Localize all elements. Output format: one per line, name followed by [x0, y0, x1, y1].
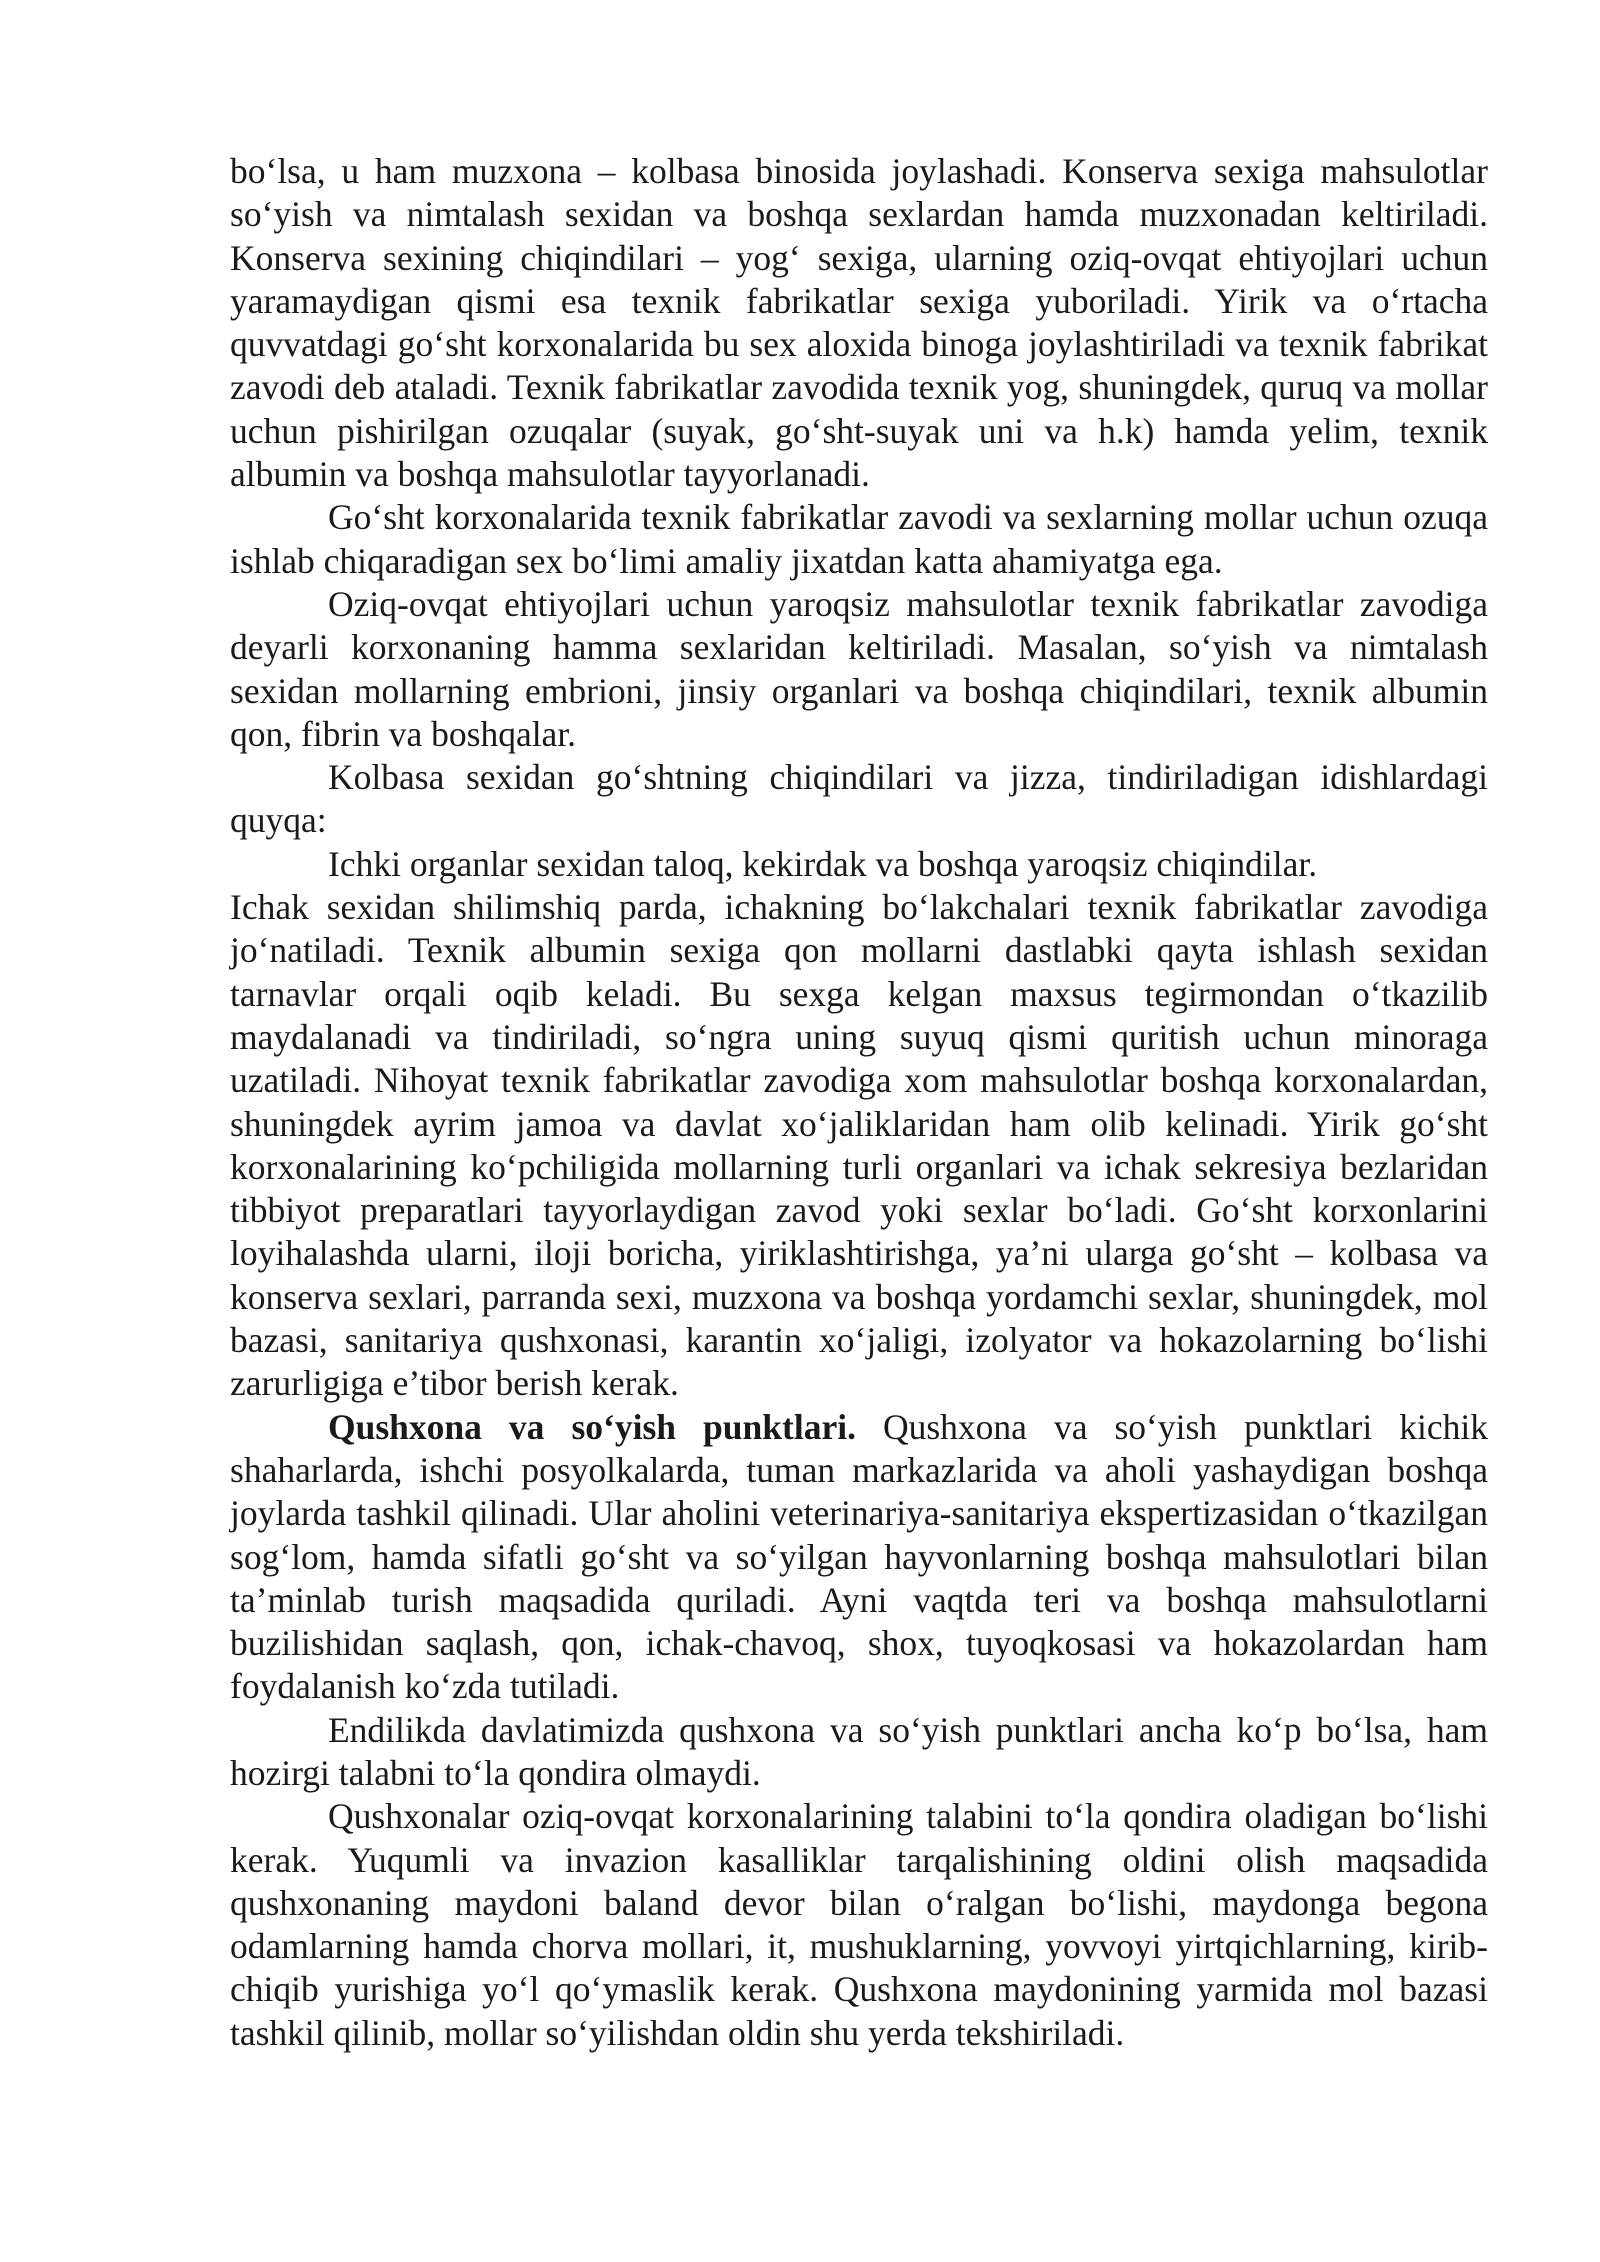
paragraph-unfit-products: Oziq-ovqat ehtiyojlari uchun yaroqsiz mahsulotlar texnik fabrikatlar zavodiga deyarli korxonaning hamma sexlaridan keltiriladi. Masalan, so‘yish va nimtalash sexidan mollarning embrioni, jinsiy organlari va boshqa chiqindilari, texnik albumin qon, fibrin va boshqalar. — [230, 583, 1488, 754]
document-page — [230, 150, 1488, 2055]
paragraph-technical-factory-importance: Go‘sht korxonalarida texnik fabrikatlar zavodi va sexlarning mollar uchun ozuqa ishlab chiqaradigan sex bo‘limi amaliy jixatdan katta ahamiyatga ega. — [230, 497, 1488, 581]
paragraph-continuation: bo‘lsa, u ham muzxona – kolbasa binosida joylashadi. Konserva sexiga mahsulotlar so‘yish va nimtalash sexidan va boshqa sexlardan hamda muzxonadan keltiriladi. Konserva sexining chiqindilari – yog‘ sexiga, ularning oziq-ovqat ehtiyojlari uchun yaramaydigan qismi esa texnik fabrikatlar sexiga yuboriladi. Yirik va o‘rtacha quvvatdagi go‘sht korxonalarida bu sex aloxida binoga joylashtiriladi va texnik fabrikat zavodi deb ataladi. Texnik fabrikatlar zavodida texnik yog, shuningdek, quruq va mollar uchun pishirilgan ozuqalar (suyak, go‘sht-suyak uni va h.k) hamda yelim, texnik albumin va boshqa mahsulotlar tayyorlanadi. — [230, 151, 1488, 495]
paragraph-internal-organs-waste: Ichki organlar sexidan taloq, kekirdak va boshqa yaroqsiz chiqindilar. — [328, 843, 1318, 884]
paragraph-current-state: Endilikda davlatimizda qushxona va so‘yish punktlari ancha ko‘p bo‘lsa, ham hozirgi talabni to‘la qondira olmaydi. — [230, 1709, 1488, 1793]
paragraph-sausage-shop-waste: Kolbasa sexidan go‘shtning chiqindilari va jizza, tindiriladigan idishlardagi quyqa: — [230, 757, 1488, 841]
section-heading: Qushxona va so‘yish punktlari. — [328, 1406, 856, 1447]
paragraph-slaughterhouses — [230, 1406, 1488, 1709]
section-heading-body: Qushxona va so‘yish punktlari kichik shaharlarda, ishchi posyolkalarda, tuman markazlarida va aholi yashaydigan boshqa joylarda tashkil qilinadi. Ular aholini veterinariya-sanitariya ekspertizasidan o‘tkazilgan sog‘lom, hamda sifatli go‘sht va so‘yilgan hayvonlarning boshqa mahsulotlari bilan ta’minlab turish maqsadida quriladi. Ayni vaqtda teri va boshqa mahsulotlarni buzilishidan saqlash, qon, ichak-chavoq, shox, tuyoqkosasi va hokazolardan ham foydalanish ko‘zda tutiladi. — [230, 1406, 1489, 1707]
paragraph-requirements: Qushxonalar oziq-ovqat korxonalarining talabini to‘la qondira oladigan bo‘lishi kerak. Yuqumli va invazion kasalliklar tarqalishining oldini olish maqsadida qushxonaning maydoni baland devor bilan o‘ralgan bo‘lishi, maydonga begona odamlarning hamda chorva mollari, it, mushuklarning, yovvoyi yirtqichlarning, kirib-chiqib yurishiga yo‘l qo‘ymaslik kerak. Qushxona maydonining yarmida mol bazasi tashkil qilinib, mollar so‘yilishdan oldin shu yerda tekshiriladi. — [230, 1796, 1488, 2053]
paragraph-intestine-shop: Ichak sexidan shilimshiq parda, ichakning bo‘lakchalari texnik fabrikatlar zavodiga jo‘natiladi. Texnik albumin sexiga qon mollarni dastlabki qayta ishlash sexidan tarnavlar orqali oqib keladi. Bu sexga kelgan maxsus tegirmondan o‘tkazilib maydalanadi va tindiriladi, so‘ngra uning suyuq qismi quritish uchun minoraga uzatiladi. Nihoyat texnik fabrikatlar zavodiga xom mahsulotlar boshqa korxonalardan, shuningdek ayrim jamoa va davlat xo‘jaliklaridan ham olib kelinadi. Yirik go‘sht korxonalarining ko‘pchiligida mollarning turli organlari va ichak sekresiya bezlaridan tibbiyot preparatlari tayyorlaydigan zavod yoki sexlar bo‘ladi. Go‘sht korxonlarini loyihalashda ularni, iloji boricha, yiriklashtirishga, ya’ni ularga go‘sht – kolbasa va konserva sexlari, parranda sexi, muzxona va boshqa yordamchi sexlar, shuningdek, mol bazasi, sanitariya qushxonasi, karantin xo‘jaligi, izolyator va hokazolarning bo‘lishi zarurligiga e’tibor berish kerak. — [230, 887, 1488, 1404]
